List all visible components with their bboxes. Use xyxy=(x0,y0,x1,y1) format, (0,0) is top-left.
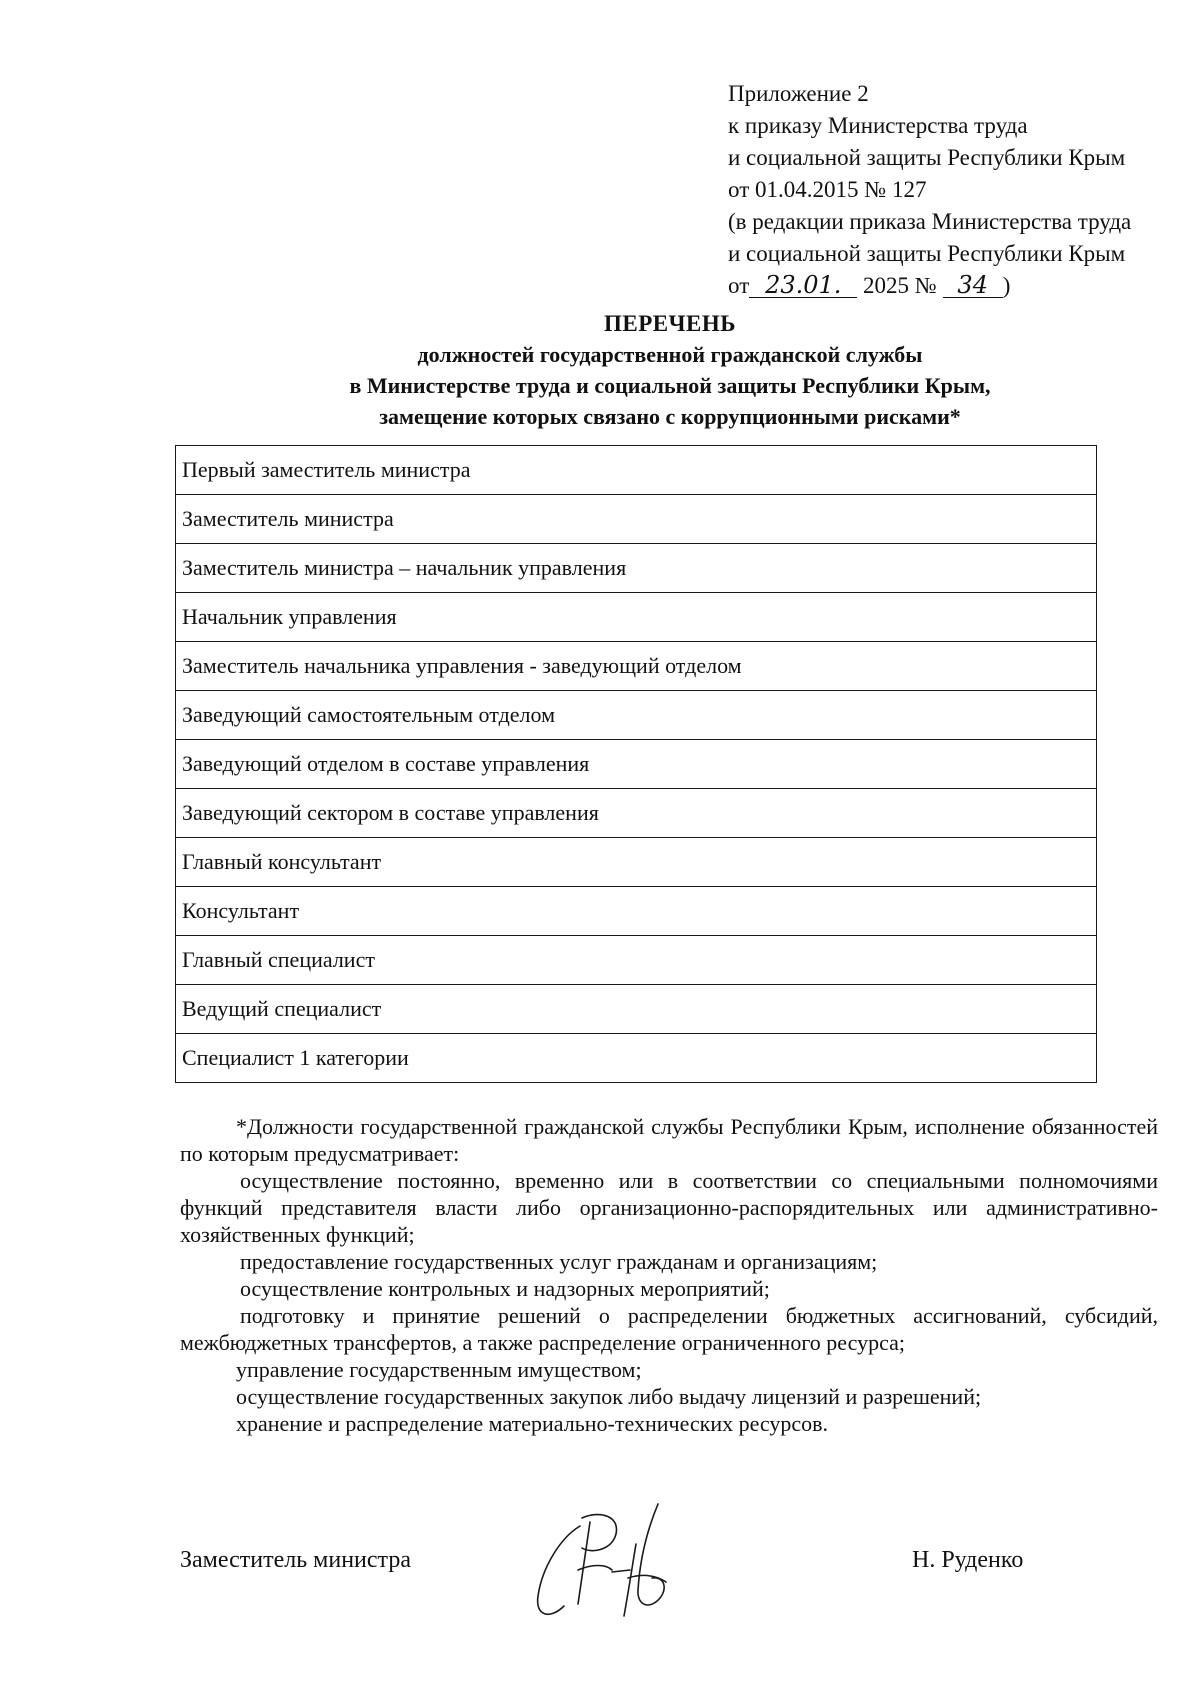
footnote-item: управление государственным имуществом; xyxy=(236,1357,642,1382)
position-cell: Заведующий отделом в составе управления xyxy=(176,740,1097,789)
position-cell: Заместитель министра – начальник управления xyxy=(176,544,1097,593)
table-row xyxy=(176,642,1097,691)
order-date-prefix: от xyxy=(728,273,750,298)
appendix-line-5: (в редакции приказа Министерства труда xyxy=(728,209,1132,234)
table-row xyxy=(176,838,1097,887)
order-date-handwritten: 23.01. xyxy=(749,273,857,298)
table-row xyxy=(176,936,1097,985)
footnote-item: осуществление контрольных и надзорных мероприятий; xyxy=(240,1276,770,1301)
order-number-handwritten: 34 xyxy=(943,273,1003,298)
document-title: ПЕРЕЧЕНЬ xyxy=(604,311,736,336)
footnote-item: осуществление государственных закупок либо выдачу лицензий и разрешений; xyxy=(236,1384,982,1409)
appendix-line-6: и социальной защиты Республики Крым xyxy=(728,241,1126,266)
position-cell: Первый заместитель министра xyxy=(176,446,1097,495)
handwritten-signature-icon xyxy=(520,1498,690,1628)
table-row xyxy=(176,446,1097,495)
table-row xyxy=(176,740,1097,789)
position-cell: Начальник управления xyxy=(176,593,1097,642)
appendix-line-2: к приказу Министерства труда xyxy=(728,113,1028,138)
table-row xyxy=(176,789,1097,838)
order-year-label: 2025 № xyxy=(863,273,937,298)
table-row xyxy=(176,887,1097,936)
position-cell: Заместитель начальника управления - заведующий отделом xyxy=(176,642,1097,691)
position-cell: Консультант xyxy=(176,887,1097,936)
position-cell: Ведущий специалист xyxy=(176,985,1097,1034)
appendix-header xyxy=(728,78,1168,302)
signatory-name: Н. Руденко xyxy=(912,1547,1024,1573)
document-title-block xyxy=(180,308,1160,432)
appendix-line-3: и социальной защиты Республики Крым xyxy=(728,145,1126,170)
table-row xyxy=(176,495,1097,544)
footnote-item: предоставление государственных услуг гражданам и организациям; xyxy=(240,1249,878,1274)
footnote-item: осуществление постоянно, временно или в соответствии со специальными полномочиями функций представителя власти либо организационно-распорядительных или административно-хозяйственных функций; xyxy=(180,1168,1158,1247)
order-closing-paren: ) xyxy=(1002,273,1011,298)
positions-table xyxy=(175,445,1097,1083)
appendix-line-1: Приложение 2 xyxy=(728,81,869,106)
appendix-line-7 xyxy=(728,270,1168,302)
table-row xyxy=(176,985,1097,1034)
position-cell: Заведующий сектором в составе управления xyxy=(176,789,1097,838)
footnote-intro: *Должности государственной гражданской службы Республики Крым, исполнение обязанностей по которым предусматривает: xyxy=(180,1114,1158,1166)
table-row xyxy=(176,544,1097,593)
position-cell: Заведующий самостоятельным отделом xyxy=(176,691,1097,740)
position-cell: Главный специалист xyxy=(176,936,1097,985)
document-subtitle-3: замещение которых связано с коррупционными рисками* xyxy=(379,404,961,429)
table-row xyxy=(176,691,1097,740)
document-subtitle-1: должностей государственной гражданской службы xyxy=(417,342,923,367)
footnote-block xyxy=(180,1113,1158,1437)
signatory-position: Заместитель министра xyxy=(180,1547,411,1573)
document-subtitle-2: в Министерстве труда и социальной защиты Республики Крым, xyxy=(349,373,991,398)
footnote-item: хранение и распределение материально-технических ресурсов. xyxy=(236,1411,829,1436)
position-cell: Заместитель министра xyxy=(176,495,1097,544)
footnote-item: подготовку и принятие решений о распределении бюджетных ассигнований, субсидий, межбюджетных трансфертов, а также распределение ограниченного ресурса; xyxy=(180,1303,1158,1355)
table-row xyxy=(176,1034,1097,1083)
appendix-line-4: от 01.04.2015 № 127 xyxy=(728,177,927,202)
position-cell: Главный консультант xyxy=(176,838,1097,887)
table-row xyxy=(176,593,1097,642)
position-cell: Специалист 1 категории xyxy=(176,1034,1097,1083)
